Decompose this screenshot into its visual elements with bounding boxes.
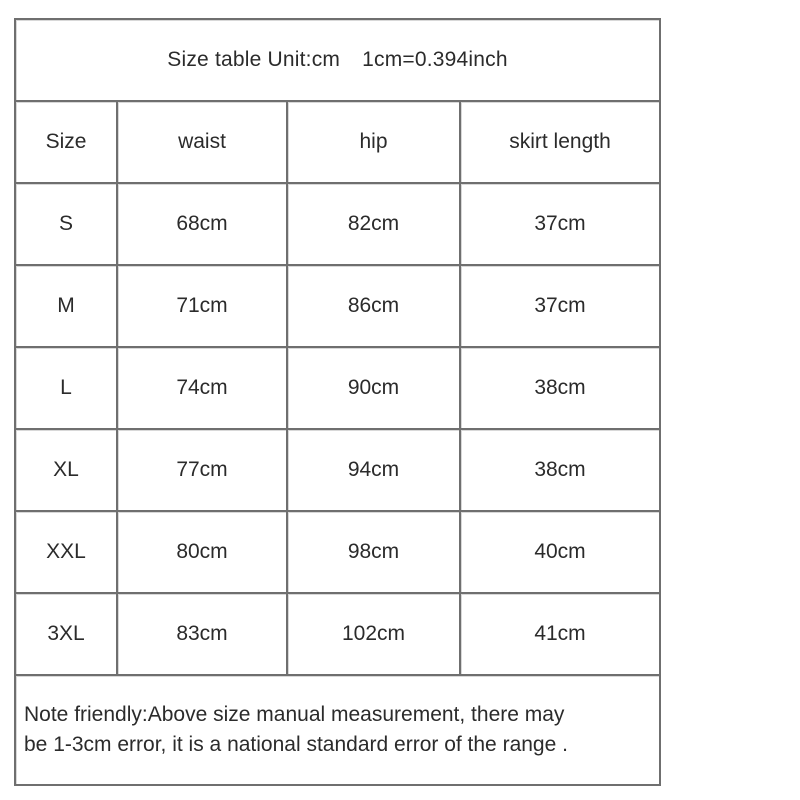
cell-hip: 94cm	[287, 429, 460, 511]
note-line-2: be 1-3cm error, it is a national standard error of the range .	[24, 733, 568, 756]
title-row	[15, 19, 660, 101]
table-title	[15, 19, 660, 101]
cell-waist: 77cm	[117, 429, 287, 511]
cell-hip: 86cm	[287, 265, 460, 347]
cell-waist: 68cm	[117, 183, 287, 265]
cell-size: S	[15, 183, 117, 265]
cell-size: 3XL	[15, 593, 117, 675]
header-size: Size	[15, 101, 117, 183]
cell-skirt-length: 41cm	[460, 593, 660, 675]
note-text	[15, 675, 660, 785]
header-skirt-length: skirt length	[460, 101, 660, 183]
cell-skirt-length: 38cm	[460, 347, 660, 429]
cell-skirt-length: 38cm	[460, 429, 660, 511]
cell-skirt-length: 40cm	[460, 511, 660, 593]
cell-waist: 71cm	[117, 265, 287, 347]
header-hip: hip	[287, 101, 460, 183]
cell-size: M	[15, 265, 117, 347]
cell-hip: 102cm	[287, 593, 460, 675]
size-table	[14, 18, 661, 786]
table-row	[15, 347, 660, 429]
cell-waist: 83cm	[117, 593, 287, 675]
cell-hip: 90cm	[287, 347, 460, 429]
cell-waist: 80cm	[117, 511, 287, 593]
note-line-1: Note friendly:Above size manual measurement, there may	[24, 703, 565, 726]
header-row	[15, 101, 660, 183]
cell-hip: 82cm	[287, 183, 460, 265]
table-row	[15, 183, 660, 265]
table-row	[15, 511, 660, 593]
cell-size: L	[15, 347, 117, 429]
header-waist: waist	[117, 101, 287, 183]
cell-size: XXL	[15, 511, 117, 593]
note-row	[15, 675, 660, 785]
table-row	[15, 593, 660, 675]
title-label: Size table Unit:cm	[167, 48, 341, 71]
cell-size: XL	[15, 429, 117, 511]
cell-hip: 98cm	[287, 511, 460, 593]
table-row	[15, 265, 660, 347]
cell-skirt-length: 37cm	[460, 183, 660, 265]
cell-skirt-length: 37cm	[460, 265, 660, 347]
cell-waist: 74cm	[117, 347, 287, 429]
title-conversion: 1cm=0.394inch	[362, 48, 508, 71]
table-row	[15, 429, 660, 511]
